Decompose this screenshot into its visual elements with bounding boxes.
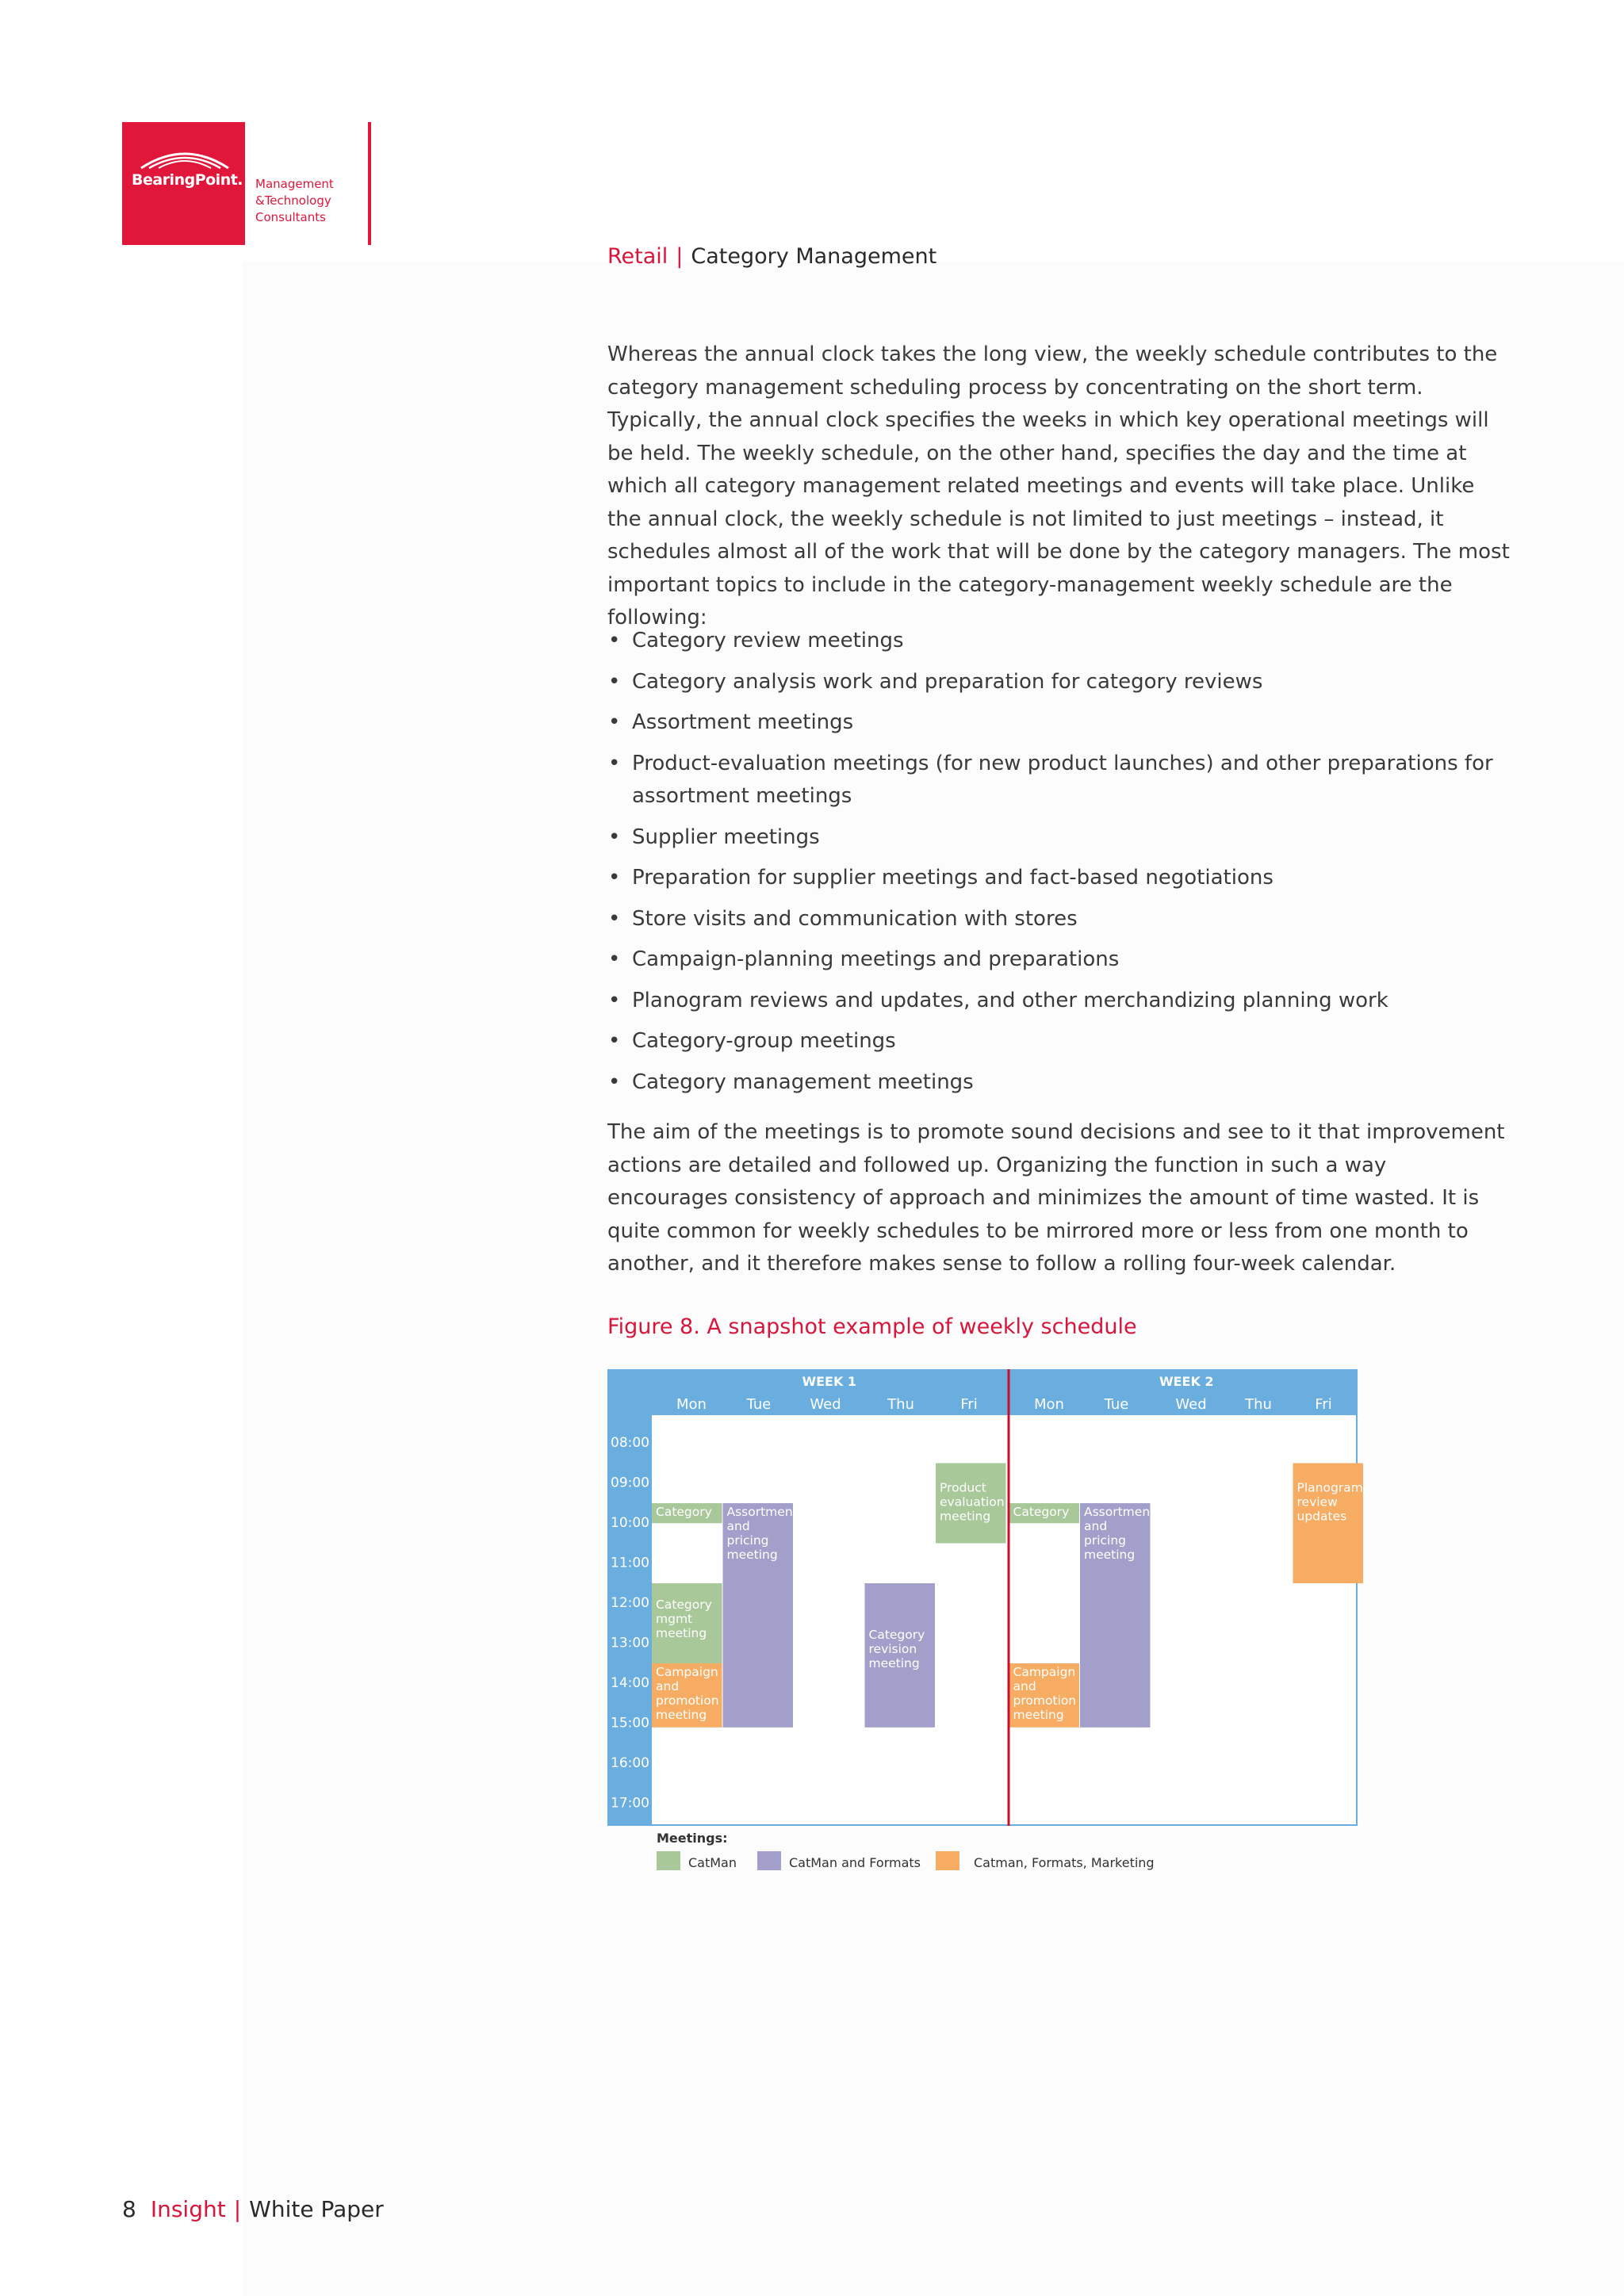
closing-paragraph: The aim of the meetings is to promote sound decisions and see to it that improvement actions are detailed and followed up. Organizing the function in such a way encourages consistency of approach and minimizes the amount of time wasted. It is quite common for weekly schedules to be mirrored more or less from one month to another, and it therefore makes sense to follow a rolling four-week calendar. [607,1120,1505,1276]
legend-swatch [657,1851,680,1870]
list-item: • Planogram reviews and updates, and other merchandizing planning work [608,988,1388,1012]
event-label: Assortment [1084,1505,1155,1519]
event-label: pricing [1084,1533,1127,1548]
intro-paragraph: Whereas the annual clock takes the long view, the weekly schedule contributes to the category management scheduling process by concentrating on the short term. Typically, the annual clock specifies the weeks in which key operational meetings will be held. The weekly schedule, on the other hand, specifies the day and the time at which all category management related meetings and events will take place. Unlike the annual clock, the weekly schedule is not limited to just meetings – instead, it schedules almost all of the work that will be done by the category managers. The most important topics to include in the category-management weekly schedule are the following: [607,342,1510,629]
tagline-line: &Technology [255,193,331,208]
list-item: • Assortment meetings [608,710,854,734]
day-header: Fri [960,1396,978,1413]
week-header: WEEK 1 [802,1374,857,1389]
list-item: • Campaign-planning meetings and preparations [608,947,1120,971]
event-label: meeting [1013,1533,1064,1548]
event-label: meeting [656,1533,707,1548]
list-item: • Store visits and communication with stores [608,906,1078,931]
day-header: Mon [676,1396,707,1413]
tagline-line: Management [255,177,334,191]
hour-label: 09:00 [611,1475,649,1491]
event-label: Category [1013,1505,1070,1519]
day-header: Mon [1034,1396,1064,1413]
hour-label: 08:00 [611,1435,649,1451]
event-label: evaluation [940,1494,1005,1510]
event-label: meeting [656,1626,707,1640]
day-header: Tue [746,1396,772,1413]
hour-label: 11:00 [611,1555,649,1571]
day-header: Fri [1315,1396,1332,1413]
list-item: • Category-group meetings [608,1029,896,1053]
event-label: meeting [868,1656,920,1670]
event-label: and [1084,1519,1108,1533]
breadcrumb-separator: | [676,244,684,269]
list-item: • Category management meetings [608,1070,974,1094]
event-label: review [1297,1494,1338,1510]
event-label: revision [868,1642,917,1656]
day-header: Thu [1245,1396,1272,1413]
event-label: group [656,1519,692,1533]
breadcrumb-section: Retail [607,244,668,269]
hour-label: 16:00 [611,1755,649,1771]
hour-label: 10:00 [611,1515,649,1531]
legend-label: CatMan and Formats [789,1855,921,1870]
event-label: Planogram [1297,1480,1363,1495]
logo-wordmark: BearingPoint. [132,171,243,189]
event-label: updates [1297,1509,1347,1524]
footer-doc-type: White Paper [249,2196,384,2222]
page-footer [122,2196,384,2222]
page-number: 8 [122,2196,136,2222]
figure-caption: Figure 8. A snapshot example of weekly schedule [607,1314,1137,1339]
breadcrumb-topic: Category Management [691,244,937,269]
hour-label: 17:00 [611,1795,649,1812]
legend-title: Meetings: [657,1831,728,1846]
event-label: meeting [940,1509,991,1524]
event-label: and [1013,1679,1036,1693]
event-label: group [1013,1519,1049,1533]
tagline-line: Consultants [255,210,326,224]
event-label: and [656,1679,680,1693]
legend-label: Catman, Formats, Marketing [974,1855,1155,1870]
event-label: Category [868,1628,925,1642]
hour-label: 12:00 [611,1595,649,1611]
event-label: meeting [1084,1548,1136,1562]
week-header: WEEK 2 [1159,1374,1214,1389]
event-label: Assortment [726,1505,798,1519]
event-label: promotion [1013,1693,1077,1708]
legend-swatch [936,1851,959,1870]
event-label: meeting [656,1708,707,1722]
event-label: promotion [656,1693,719,1708]
legend-swatch [757,1851,781,1870]
footer-series: Insight [150,2196,226,2222]
day-header: Wed [1175,1396,1207,1413]
event-label: Campaign [1013,1665,1076,1679]
hour-label: 15:00 [611,1715,649,1732]
event-label: pricing [726,1533,769,1548]
event-label: and [726,1519,750,1533]
event-label: mgmt [656,1612,693,1626]
event-label: Category [656,1505,712,1519]
day-header: Thu [887,1396,914,1413]
day-header: Tue [1104,1396,1129,1413]
event-label: Category [656,1598,712,1612]
list-item: • Product-evaluation meetings (for new product launches) and other preparations for assortment meetings [608,751,1493,808]
event-label: meeting [1013,1708,1064,1722]
list-item: • Category review meetings [608,629,904,652]
day-header: Wed [810,1396,841,1413]
event-label: Campaign [656,1665,718,1679]
list-item: • Category analysis work and preparation for category reviews [608,669,1263,694]
hour-label: 13:00 [611,1635,649,1651]
event-label: Product [940,1480,986,1495]
footer-separator: | [233,2196,242,2222]
event-label: meeting [726,1548,778,1562]
list-item: • Supplier meetings [608,825,820,849]
hour-label: 14:00 [611,1675,649,1691]
list-item: • Preparation for supplier meetings and fact-based negotiations [608,866,1274,890]
legend-label: CatMan [688,1855,737,1870]
